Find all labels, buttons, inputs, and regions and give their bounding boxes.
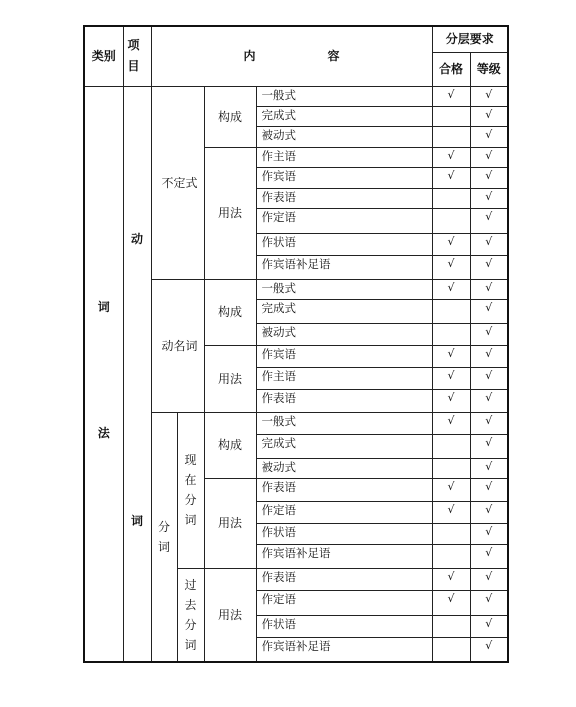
infinitive-form-cell bbox=[204, 86, 256, 147]
item-text: 作状语 bbox=[256, 233, 432, 255]
infinitive-label: 不定式 bbox=[161, 175, 198, 190]
infinitive-usage-label: 用法 bbox=[217, 206, 242, 220]
grade-mark: √ bbox=[470, 590, 508, 615]
grade-mark: √ bbox=[470, 478, 508, 501]
grade-mark: √ bbox=[470, 233, 508, 255]
category-char-1: 词 bbox=[97, 299, 110, 314]
header-item-line2: 目 bbox=[127, 59, 140, 74]
pass-mark: √ bbox=[432, 568, 470, 590]
item-text: 作宾语 bbox=[256, 345, 432, 367]
grade-mark: √ bbox=[470, 167, 508, 188]
pass-mark: √ bbox=[432, 501, 470, 523]
item-text: 作表语 bbox=[256, 478, 432, 501]
pass-mark bbox=[432, 458, 470, 478]
item-text: 被动式 bbox=[256, 458, 432, 478]
participle-char-2: 词 bbox=[157, 539, 170, 554]
present-char-3: 分 bbox=[184, 493, 197, 507]
present-char-2: 在 bbox=[184, 473, 197, 487]
item-text: 完成式 bbox=[256, 434, 432, 458]
grade-mark: √ bbox=[470, 544, 508, 568]
header-item bbox=[123, 26, 151, 86]
present-usage-cell bbox=[204, 478, 256, 568]
past-char-4: 词 bbox=[184, 637, 197, 652]
past-char-3: 分 bbox=[184, 617, 197, 632]
category-cell bbox=[84, 86, 123, 662]
pass-mark bbox=[432, 299, 470, 323]
grade-mark: √ bbox=[470, 147, 508, 167]
grade-mark: √ bbox=[470, 523, 508, 544]
grade-mark: √ bbox=[470, 458, 508, 478]
item-text: 一般式 bbox=[256, 86, 432, 106]
pass-mark: √ bbox=[432, 590, 470, 615]
pass-mark bbox=[432, 615, 470, 637]
item-text: 作主语 bbox=[256, 147, 432, 167]
pass-mark bbox=[432, 544, 470, 568]
grade-mark: √ bbox=[470, 208, 508, 233]
table-body bbox=[84, 26, 508, 662]
header-tier-requirements: 分层要求 bbox=[432, 26, 508, 52]
pass-mark bbox=[432, 208, 470, 233]
header-row-1 bbox=[84, 26, 508, 52]
present-form-cell bbox=[204, 412, 256, 478]
pass-mark bbox=[432, 323, 470, 345]
past-participle-cell bbox=[177, 568, 204, 662]
grade-mark: √ bbox=[470, 637, 508, 662]
grade-mark: √ bbox=[470, 86, 508, 106]
item-text: 完成式 bbox=[256, 299, 432, 323]
gerund-form-cell bbox=[204, 279, 256, 345]
gerund-form-label: 构成 bbox=[217, 305, 242, 319]
pass-mark: √ bbox=[432, 367, 470, 389]
infinitive-form-label: 构成 bbox=[217, 109, 242, 124]
table-row bbox=[84, 86, 508, 106]
item-text: 作宾语补足语 bbox=[256, 255, 432, 279]
grade-mark: √ bbox=[470, 345, 508, 367]
item-text: 作主语 bbox=[256, 367, 432, 389]
pass-mark bbox=[432, 188, 470, 208]
item-text: 一般式 bbox=[256, 279, 432, 299]
pass-mark: √ bbox=[432, 167, 470, 188]
present-usage-label: 用法 bbox=[217, 516, 242, 530]
item-text: 被动式 bbox=[256, 126, 432, 147]
header-content-left: 内 bbox=[243, 49, 256, 64]
past-char-1: 过 bbox=[184, 577, 197, 592]
item-text: 作宾语 bbox=[256, 167, 432, 188]
pass-mark: √ bbox=[432, 478, 470, 501]
grade-mark: √ bbox=[470, 389, 508, 412]
item-cell bbox=[123, 86, 151, 662]
grade-mark: √ bbox=[470, 106, 508, 126]
pass-mark: √ bbox=[432, 389, 470, 412]
pass-mark bbox=[432, 126, 470, 147]
past-usage-label: 用法 bbox=[217, 607, 242, 622]
pass-mark: √ bbox=[432, 255, 470, 279]
item-text: 作宾语补足语 bbox=[256, 637, 432, 662]
infinitive-usage-cell bbox=[204, 147, 256, 279]
item-text: 作状语 bbox=[256, 523, 432, 544]
past-char-2: 去 bbox=[184, 597, 197, 612]
present-participle-cell bbox=[177, 412, 204, 568]
item-text: 被动式 bbox=[256, 323, 432, 345]
item-text: 作宾语补足语 bbox=[256, 544, 432, 568]
pass-mark: √ bbox=[432, 233, 470, 255]
item-text: 作表语 bbox=[256, 389, 432, 412]
pass-mark: √ bbox=[432, 147, 470, 167]
grade-mark: √ bbox=[470, 501, 508, 523]
header-content bbox=[151, 26, 432, 86]
pass-mark bbox=[432, 106, 470, 126]
present-form-label: 构成 bbox=[217, 438, 242, 452]
header-content-right: 容 bbox=[327, 49, 340, 64]
gerund-usage-label: 用法 bbox=[217, 371, 242, 386]
pass-mark: √ bbox=[432, 345, 470, 367]
item-text: 一般式 bbox=[256, 412, 432, 434]
item-text: 作定语 bbox=[256, 501, 432, 523]
item-text: 作表语 bbox=[256, 568, 432, 590]
pass-mark: √ bbox=[432, 279, 470, 299]
pass-mark bbox=[432, 434, 470, 458]
item-text: 作定语 bbox=[256, 208, 432, 233]
infinitive-cell bbox=[151, 86, 204, 279]
gerund-usage-cell bbox=[204, 345, 256, 412]
header-category: 类别 bbox=[84, 26, 123, 86]
item-char-1: 动 bbox=[130, 231, 143, 246]
item-text: 作表语 bbox=[256, 188, 432, 208]
item-text: 作状语 bbox=[256, 615, 432, 637]
grade-mark: √ bbox=[470, 615, 508, 637]
gerund-label: 动名词 bbox=[161, 338, 198, 353]
header-grade: 等级 bbox=[470, 52, 508, 86]
pass-mark: √ bbox=[432, 412, 470, 434]
grade-mark: √ bbox=[470, 568, 508, 590]
pass-mark: √ bbox=[432, 86, 470, 106]
pass-mark bbox=[432, 523, 470, 544]
gerund-cell bbox=[151, 279, 204, 412]
item-text: 作定语 bbox=[256, 590, 432, 615]
present-char-1: 现 bbox=[184, 453, 197, 467]
grade-mark: √ bbox=[470, 299, 508, 323]
grade-mark: √ bbox=[470, 367, 508, 389]
header-pass: 合格 bbox=[432, 52, 470, 86]
grammar-requirements-table bbox=[83, 25, 509, 663]
participle-char-1: 分 bbox=[157, 519, 170, 534]
grade-mark: √ bbox=[470, 188, 508, 208]
category-char-2: 法 bbox=[97, 425, 110, 440]
grade-mark: √ bbox=[470, 434, 508, 458]
present-char-4: 词 bbox=[184, 513, 197, 527]
grade-mark: √ bbox=[470, 255, 508, 279]
header-item-line1: 项 bbox=[127, 38, 140, 53]
grade-mark: √ bbox=[470, 126, 508, 147]
item-text: 完成式 bbox=[256, 106, 432, 126]
item-char-2: 词 bbox=[130, 513, 143, 528]
pass-mark bbox=[432, 637, 470, 662]
grade-mark: √ bbox=[470, 279, 508, 299]
grade-mark: √ bbox=[470, 323, 508, 345]
past-usage-cell bbox=[204, 568, 256, 662]
participle-cell bbox=[151, 412, 177, 662]
grade-mark: √ bbox=[470, 412, 508, 434]
